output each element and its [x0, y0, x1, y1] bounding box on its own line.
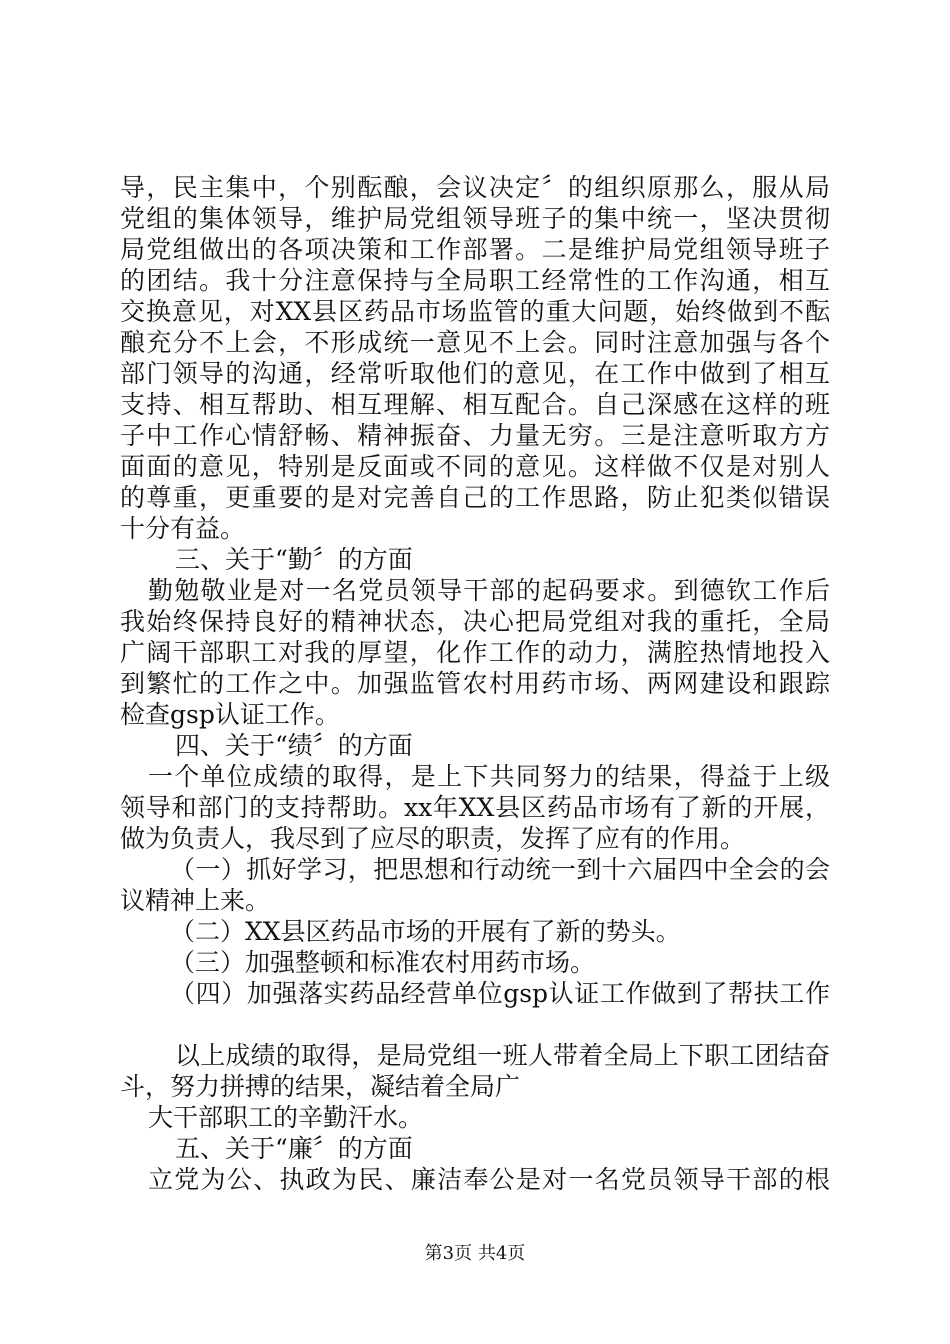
text-line: 交换意见，对XX县区药品市场监管的重大问题，始终做到不酝: [120, 297, 830, 326]
section-heading-lian: 五、关于“廉〞的方面: [175, 1134, 413, 1163]
text-line: 局党组做出的各项决策和工作部署。二是维护局党组领导班子: [120, 235, 830, 264]
text-line: 勤勉敬业是对一名党员领导干部的起码要求。到德钦工作后: [148, 576, 830, 605]
text-line: 斗，努力拼搏的结果，凝结着全局广: [120, 1072, 521, 1101]
text-line: 部门领导的沟通，经常听取他们的意见，在工作中做到了相互: [120, 359, 830, 388]
list-item-2: （二）XX县区药品市场的开展有了新的势头。: [170, 917, 681, 946]
text-line: 十分有益。: [120, 514, 246, 543]
text-line: 大干部职工的辛勤汗水。: [148, 1103, 424, 1132]
text-line: 以上成绩的取得，是局党组一班人带着全局上下职工团结奋: [175, 1041, 830, 1070]
text-line: 的团结。我十分注意保持与全局职工经常性的工作沟通，相互: [120, 266, 830, 295]
text-line: 面面的意见，特别是反面或不同的意见。这样做不仅是对别人: [120, 452, 830, 481]
list-item-4: （四）加强落实药品经营单位gsp认证工作做到了帮扶工作: [170, 979, 830, 1008]
document-body: [120, 172, 830, 1195]
text-line: 一个单位成绩的取得，是上下共同努力的结果，得益于上级: [148, 762, 830, 791]
page-number-footer: 第3页 共4页: [424, 1243, 526, 1264]
text-line: 广阔干部职工对我的厚望，化作工作的动力，满腔热情地投入: [120, 638, 830, 667]
text-line: 议精神上来。: [120, 886, 271, 915]
text-line: 支持、相互帮助、相互理解、相互配合。自己深感在这样的班: [120, 390, 830, 419]
text-line: 做为负责人，我尽到了应尽的职责，发挥了应有的作用。: [120, 824, 746, 853]
text-line: 检查gsp认证工作。: [120, 700, 340, 729]
blank-line: [120, 1009, 830, 1040]
text-line: 领导和部门的支持帮助。xx年XX县区药品市场有了新的开展，: [120, 793, 830, 822]
text-line: 酿充分不上会，不形成统一意见不上会。同时注意加强与各个: [120, 328, 830, 357]
text-line: 立党为公、执政为民、廉洁奉公是对一名党员领导干部的根: [148, 1165, 830, 1194]
text-line: 子中工作心情舒畅、精神振奋、力量无穷。三是注意听取方方: [120, 421, 830, 450]
text-line: 导，民主集中，个别酝酿，会议决定〞的组织原那么，服从局: [120, 173, 830, 202]
list-item-1: （一）抓好学习，把思想和行动统一到十六届四中全会的会: [170, 855, 830, 884]
text-line: 的尊重，更重要的是对完善自己的工作思路，防止犯类似错误: [120, 483, 830, 512]
list-item-3: （三）加强整顿和标准农村用药市场。: [170, 948, 596, 977]
text-line: 党组的集体领导，维护局党组领导班子的集中统一，坚决贯彻: [120, 204, 830, 233]
section-heading-qin: 三、关于“勤〞的方面: [175, 545, 413, 574]
section-heading-ji: 四、关于“绩〞的方面: [175, 731, 413, 760]
text-line: 到繁忙的工作之中。加强监管农村用药市场、两网建设和跟踪: [120, 669, 830, 698]
text-line: 我始终保持良好的精神状态，决心把局党组对我的重托，全局: [120, 607, 830, 636]
